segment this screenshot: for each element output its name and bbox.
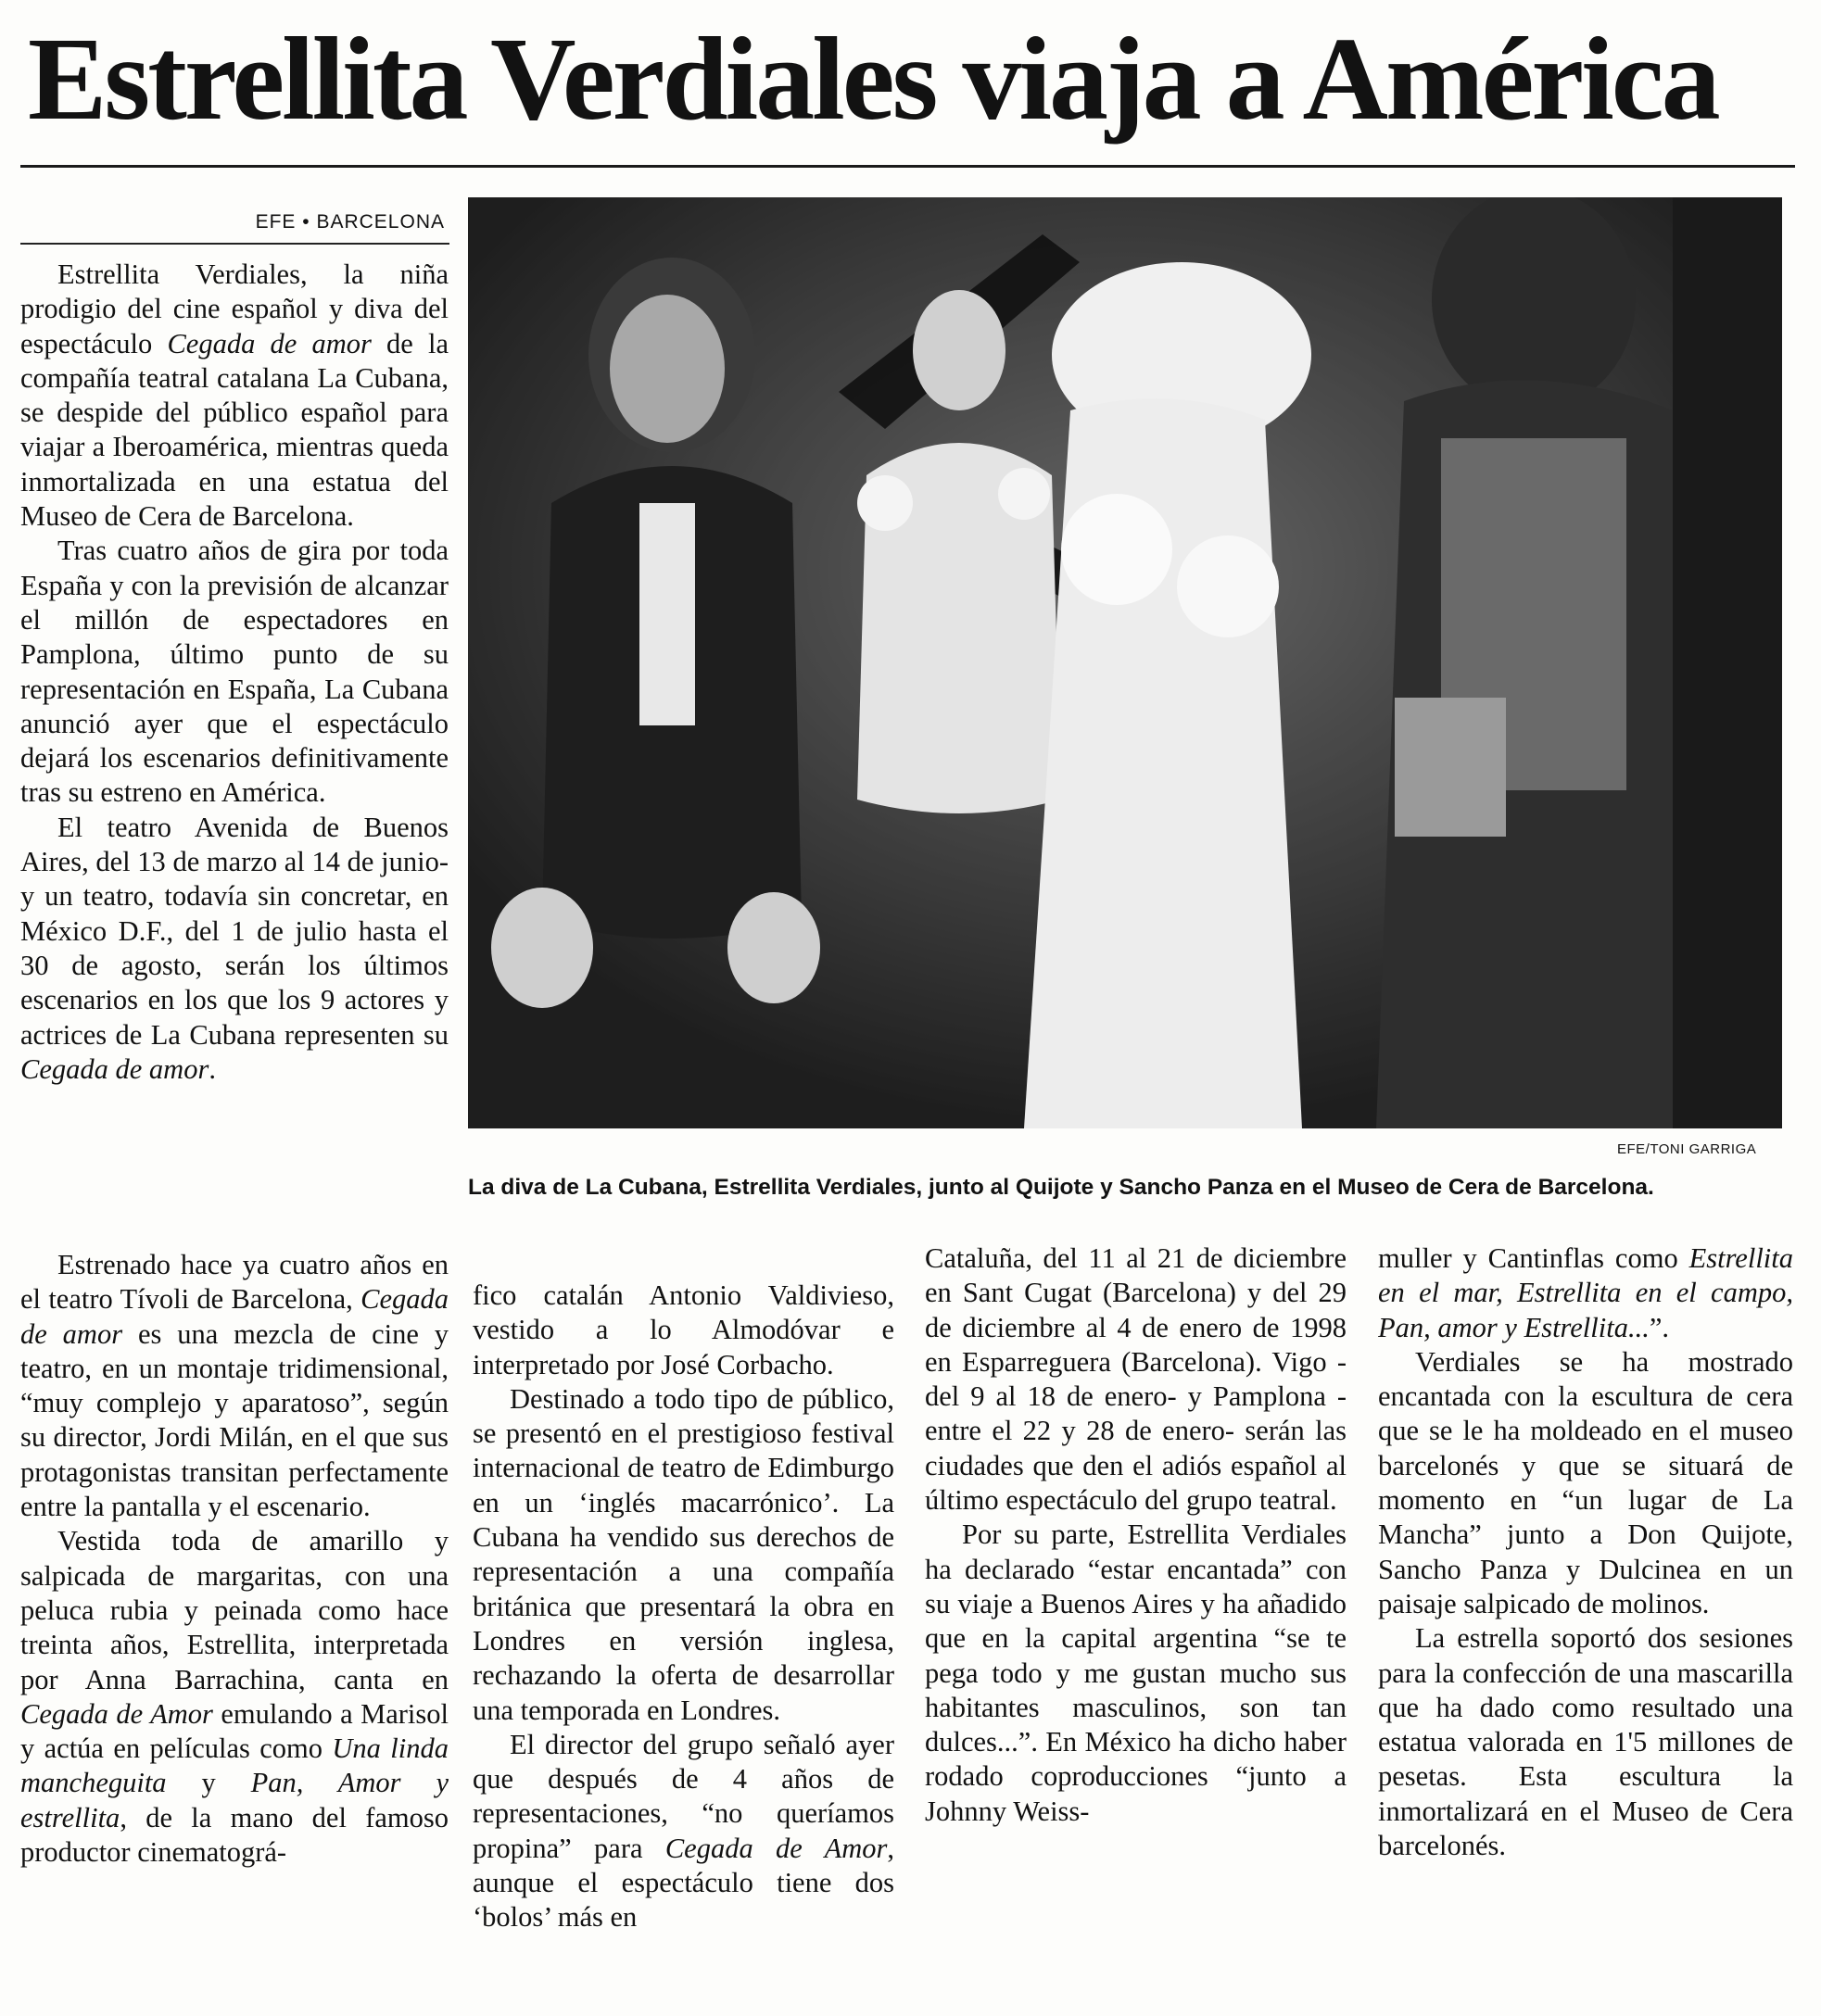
paragraph [925, 1518, 1347, 1829]
paragraph [925, 1241, 1347, 1518]
paragraph [20, 1248, 449, 1524]
text-run: . [209, 1052, 216, 1085]
column-2 [473, 1279, 894, 2003]
column-4 [1378, 1241, 1793, 2003]
text-run: fico catalán Antonio Valdivieso, vestido a lo Almodóvar e interpretado por José Corbacho. [473, 1279, 894, 1380]
text-run: emulando a Marisol y actúa en películas como [20, 1697, 449, 1765]
text-run: El teatro Avenida de Buenos Aires, del 13 de marzo al 14 de junio- y un teatro, todavía sin concretar, en México D.F., del 1 de julio hasta el 30 de agosto, serán los últimos escenarios en los que los 9 actores y actrices de La Cubana representen su [20, 811, 449, 1051]
paragraph [20, 1524, 449, 1870]
headline: Estrellita Verdiales viaja a América [28, 13, 1718, 145]
text-run: Cataluña, del 11 al 21 de diciembre en Sant Cugat (Barcelona) y del 29 de diciembre al 4 de enero de 1998 en Esparreguera (Barcelona). Vigo -del 9 al 18 de enero- y Pamplona -entre el 22 y 28 de enero- serán las ciudades que den el adiós español al último espectáculo del grupo teatral. [925, 1242, 1347, 1517]
paragraph [1378, 1345, 1793, 1621]
byline: EFE • BARCELONA [255, 211, 445, 233]
text-run: muller y Cantinflas como [1378, 1242, 1689, 1274]
text-run: El director del grupo señaló ayer que después de 4 años de representaciones, “no queríamos propina” para [473, 1728, 894, 1864]
column-1-bottom [20, 1248, 449, 2003]
paragraph [473, 1279, 894, 1382]
wax-museum-photo [468, 197, 1782, 1128]
text-run: ”. [1649, 1311, 1670, 1343]
text-run: Verdiales se ha mostrado encantada con la escultura de cera que se le ha moldeado en el museo barcelonés y que se situará de momento en “un lugar de La Mancha” junto a Don Quijote, Sancho Panza y Dulcinea en un paisaje salpicado de molinos. [1378, 1345, 1793, 1619]
column-1-top [20, 258, 449, 1240]
text-run: , aunque el espectáculo tiene dos ‘bolos’ más en [473, 1832, 894, 1934]
byline-rule [20, 243, 449, 245]
italic-title: Cegada de amor [20, 1283, 449, 1350]
text-run: es una mezcla de cine y teatro, en un montaje tridimensional, “muy complejo y aparatoso”, según su director, Jordi Milán, en el que sus protagonistas transitan perfectamente entre la pantalla y el escenario. [20, 1317, 449, 1523]
paragraph [20, 258, 449, 534]
italic-title: Cegada de amor [167, 327, 372, 359]
paragraph [1378, 1241, 1793, 1345]
photo-caption: La diva de La Cubana, Estrellita Verdiales, junto al Quijote y Sancho Panza en el Museo de Cera de Barcelona. [468, 1175, 1654, 1200]
text-run: Por su parte, Estrellita Verdiales ha declarado “estar encantada” con su viaje a Buenos Aires y ha añadido que en la capital argentina “se te pega todo y me gustan mucho sus habitantes masculinos, son tan dulces...”. En México ha dicho haber rodado coproducciones “junto a Johnny Weiss- [925, 1518, 1347, 1827]
paragraph [473, 1728, 894, 1935]
text-run: Estrenado hace ya cuatro años en el teatro Tívoli de Barcelona, [20, 1249, 449, 1316]
italic-title: Estrellita en el mar, Estrellita en el campo, Pan, amor y Estrellita... [1378, 1242, 1793, 1343]
italic-title: Cegada de amor [20, 1052, 209, 1085]
text-run: Tras cuatro años de gira por toda España y con la previsión de alcanzar el millón de espectadores en Pamplona, último punto de su representación en España, La Cubana anunció ayer que el espectáculo dejará los escenarios definitivamente tras su estreno en América. [20, 535, 449, 809]
text-run: La estrella soportó dos sesiones para la confección de una mascarilla que ha dado como resultado una estatua valorada en 1'5 millones de pesetas. Esta escultura la inmortalizará en el Museo de Cera barcelonés. [1378, 1622, 1793, 1862]
text-run: Estrellita Verdiales, la niña prodigio del cine español y diva del espectáculo [20, 258, 449, 359]
photo-credit: EFE/TONI GARRIGA [1617, 1141, 1757, 1157]
paragraph [20, 811, 449, 1087]
photo-image [468, 197, 1782, 1128]
italic-title: Una linda mancheguita [20, 1732, 449, 1799]
text-run: y [166, 1767, 251, 1799]
text-run: , de la mano del famoso productor cinematográ- [20, 1801, 449, 1869]
paragraph [473, 1382, 894, 1728]
text-run: Destinado a todo tipo de público, se presentó en el prestigioso festival internacional de teatro de Edimburgo en un ‘inglés macarrónico’. La Cubana ha vendido sus derechos de representación a una compañía británica que presentará la obra en Londres en versión inglesa, rechazando la oferta de desarrollar una temporada en Londres. [473, 1382, 894, 1726]
italic-title: Pan, Amor y estrellita [20, 1767, 449, 1833]
column-3 [925, 1241, 1347, 2003]
italic-title: Cegada de Amor [664, 1832, 888, 1864]
text-run: Vestida toda de amarillo y salpicada de margaritas, con una peluca rubia y peinada como hace treinta años, Estrellita, interpretada por Anna Barrachina, canta en [20, 1525, 449, 1695]
paragraph [1378, 1621, 1793, 1863]
text-run: de la compañía teatral catalana La Cubana, se despide del público español para viajar a Iberoamérica, mientras queda inmortalizada en una estatua del Museo de Cera de Barcelona. [20, 327, 449, 533]
italic-title: Cegada de Amor [20, 1697, 213, 1730]
paragraph [20, 534, 449, 810]
headline-rule [20, 165, 1795, 168]
